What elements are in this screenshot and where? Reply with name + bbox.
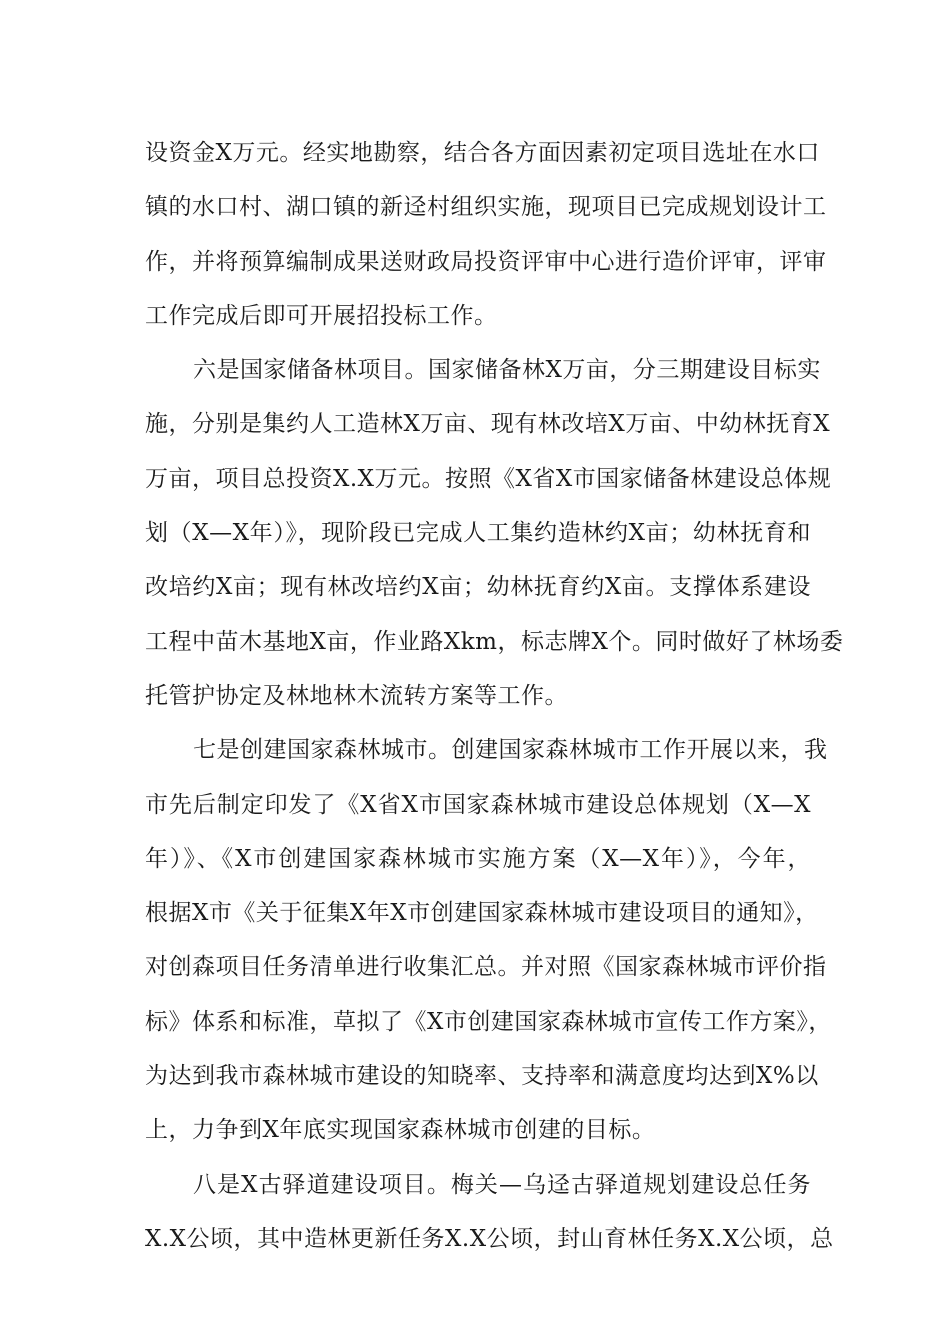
paragraph-3-line-5: 对创森项目任务清单进行收集汇总。并对照《国家森林城市评价指	[145, 954, 827, 981]
paragraph-3-line-4: 根据X市《关于征集X年X市创建国家森林城市建设项目的通知》，	[145, 900, 819, 927]
paragraph-2-line-3: 万亩，项目总投资X.X万元。按照《X省X市国家储备林建设总体规	[145, 465, 832, 492]
paragraph-1-line-2: 镇的水口村、湖口镇的新迳村组织实施，现项目已完成规划设计工	[145, 194, 827, 221]
paragraph-2-line-5: 改培约X亩；现有林改培约X亩；幼林抚育约X亩。支撑体系建设	[145, 574, 811, 601]
paragraph-3-line-1: 七是创建国家森林城市。创建国家森林城市工作开展以来，我	[193, 737, 828, 764]
paragraph-2-line-7: 托管护协定及林地林木流转方案等工作。	[145, 682, 568, 709]
paragraph-2-line-4: 划（X—X年）》，现阶段已完成人工集约造林约X亩；幼林抚育和	[145, 520, 811, 547]
paragraph-4-line-1: 八是X古驿道建设项目。梅关—乌迳古驿道规划建设总任务	[193, 1171, 811, 1198]
paragraph-3-line-6: 标》体系和标准，草拟了《X市创建国家森林城市宣传工作方案》，	[145, 1008, 832, 1035]
paragraph-3-line-8: 上，力争到X年底实现国家森林城市创建的目标。	[145, 1117, 656, 1144]
paragraph-2-line-1: 六是国家储备林项目。国家储备林X万亩，分三期建设目标实	[193, 357, 821, 384]
paragraph-3-line-3: 年）》、《X市创建国家森林城市实施方案（X—X年）》，今年，	[145, 845, 811, 872]
paragraph-1-line-1: 设资金X万元。经实地勘察，结合各方面因素初定项目选址在水口	[145, 140, 820, 166]
paragraph-3-line-2: 市先后制定印发了《X省X市国家森林城市建设总体规划（X—X	[145, 791, 811, 818]
paragraph-2-line-2: 施，分别是集约人工造林X万亩、现有林改培X万亩、中幼林抚育X	[145, 411, 831, 438]
paragraph-2-line-6: 工程中苗木基地X亩，作业路Xkm，标志牌X个。同时做好了林场委	[145, 628, 844, 655]
paragraph-1-line-4: 工作完成后即可开展招投标工作。	[145, 302, 498, 329]
paragraph-1-line-3: 作，并将预算编制成果送财政局投资评审中心进行造价评审，评审	[145, 248, 827, 275]
paragraph-4-line-2: X.X公顷，其中造林更新任务X.X公顷，封山育林任务X.X公顷，总	[145, 1225, 834, 1252]
paragraph-3-line-7: 为达到我市森林城市建设的知晓率、支持率和满意度均达到X%以	[145, 1063, 819, 1090]
document-body	[145, 126, 844, 1266]
